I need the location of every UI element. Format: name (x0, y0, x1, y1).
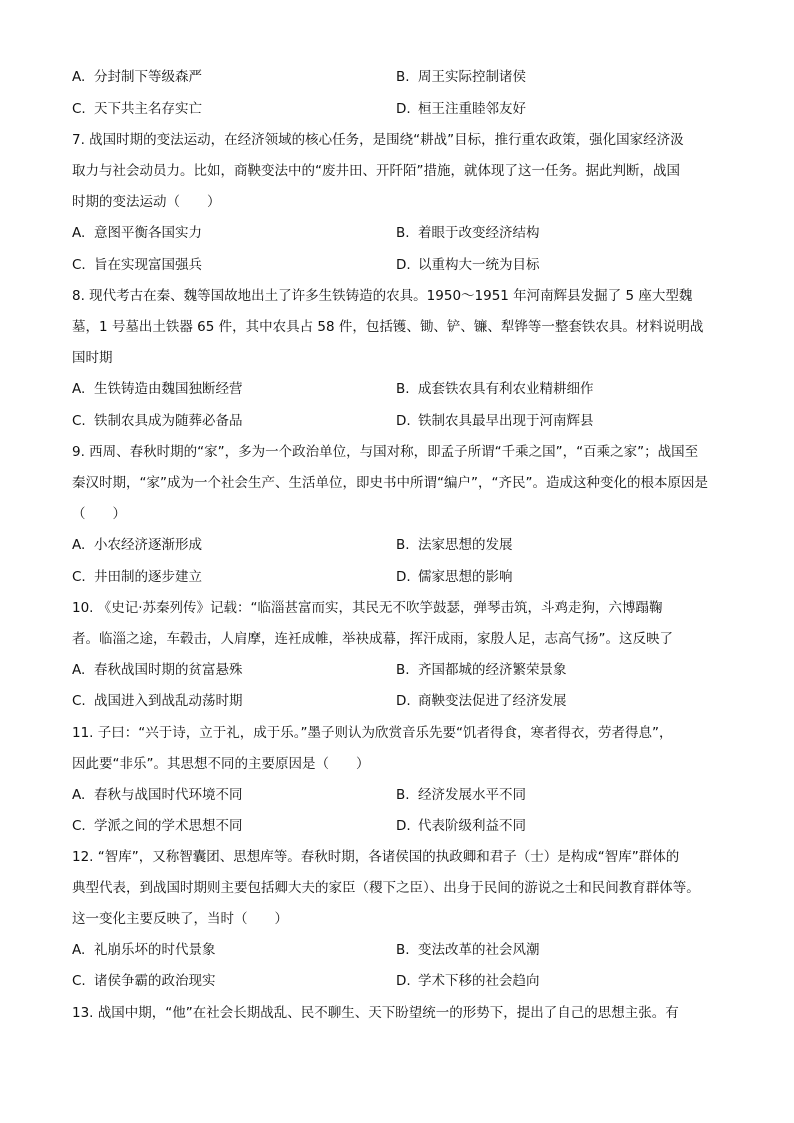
option-a[interactable]: A. 分封制下等级森严 (72, 69, 202, 85)
option-row (72, 412, 722, 430)
question-7-stem-line-3: 时期的变法运动（ ） (72, 194, 221, 210)
question-9-stem-line-2: 秦汉时期，“家”成为一个社会生产、生活单位，即史书中所谓“编户”，“齐民”。造成这种变化的根本原因是 (72, 475, 708, 491)
option-d[interactable]: D. 商鞅变法促进了经济发展 (396, 693, 567, 709)
option-b[interactable]: B. 成套铁农具有利农业精耕细作 (396, 381, 594, 397)
option-c[interactable]: C. 战国进入到战乱动荡时期 (72, 693, 243, 709)
question-8-stem-line-1: 8. 现代考古在秦、魏等国故地出土了许多生铁铸造的农具。1950～1951 年河南辉县发掘了 5 座大型魏 (72, 288, 693, 304)
option-row (72, 661, 722, 679)
option-row (72, 568, 722, 586)
question-8-stem-line-2: 墓，1 号墓出土铁器 65 件，其中农具占 58 件，包括镬、锄、铲、镰、犁铧等一整套铁农具。材料说明战 (72, 319, 704, 335)
option-d[interactable]: D. 桓王注重睦邻友好 (396, 101, 526, 117)
option-d[interactable]: D. 学术下移的社会趋向 (396, 973, 540, 989)
option-a[interactable]: A. 小农经济逐渐形成 (72, 537, 202, 553)
option-c[interactable]: C. 井田制的逐步建立 (72, 569, 202, 585)
option-row (72, 692, 722, 710)
option-b[interactable]: B. 变法改革的社会风潮 (396, 942, 540, 958)
option-c[interactable]: C. 天下共主名存实亡 (72, 101, 202, 117)
question-12-stem-line-2: 典型代表，到战国时期则主要包括卿大夫的家臣（稷下之臣）、出身于民间的游说之士和民间教育群体等。 (72, 880, 700, 896)
option-d[interactable]: D. 铁制农具最早出现于河南辉县 (396, 413, 594, 429)
option-c[interactable]: C. 铁制农具成为随葬必备品 (72, 413, 243, 429)
question-11-stem-line-2: 因此要“非乐”。其思想不同的主要原因是（ ） (72, 756, 370, 772)
option-row (72, 256, 722, 274)
option-b[interactable]: B. 经济发展水平不同 (396, 787, 526, 803)
option-b[interactable]: B. 周王实际控制诸侯 (396, 69, 526, 85)
question-7-stem-line-2: 取力与社会动员力。比如，商鞅变法中的“废井田、开阡陌”措施，就体现了这一任务。据此判断，战国 (72, 163, 680, 179)
question-9-stem-line-3: （ ） (72, 506, 126, 522)
option-a[interactable]: A. 春秋与战国时代环境不同 (72, 787, 243, 803)
option-c[interactable]: C. 旨在实现富国强兵 (72, 257, 202, 273)
option-row (72, 941, 722, 959)
question-10-stem-line-1: 10. 《史记·苏秦列传》记载：“临淄甚富而实，其民无不吹竽鼓瑟，弹琴击筑，斗鸡走狗，六博蹋鞠 (72, 600, 663, 616)
option-row (72, 68, 722, 86)
option-a[interactable]: A. 生铁铸造由魏国独断经营 (72, 381, 243, 397)
option-d[interactable]: D. 以重构大一统为目标 (396, 257, 540, 273)
option-row (72, 100, 722, 118)
question-12-stem-line-3: 这一变化主要反映了，当时（ ） (72, 911, 288, 927)
option-row (72, 380, 722, 398)
question-12-stem-line-1: 12. “智库”，又称智囊团、思想库等。春秋时期，各诸侯国的执政卿和君子（士）是构成“智库”群体的 (72, 849, 680, 865)
option-b[interactable]: B. 着眼于改变经济结构 (396, 225, 540, 241)
option-d[interactable]: D. 儒家思想的影响 (396, 569, 513, 585)
question-11-stem-line-1: 11. 子曰：“兴于诗，立于礼，成于乐。”墨子则认为欣赏音乐先要“饥者得食，寒者得衣，劳者得息”， (72, 725, 673, 741)
option-a[interactable]: A. 礼崩乐坏的时代景象 (72, 942, 216, 958)
option-b[interactable]: B. 齐国都城的经济繁荣景象 (396, 662, 567, 678)
option-row (72, 972, 722, 990)
question-13-stem-line-1: 13. 战国中期，“他”在社会长期战乱、民不聊生、天下盼望统一的形势下，提出了自己的思想主张。有 (72, 1005, 679, 1021)
option-a[interactable]: A. 春秋战国时期的贫富悬殊 (72, 662, 243, 678)
option-row (72, 817, 722, 835)
option-d[interactable]: D. 代表阶级利益不同 (396, 818, 526, 834)
option-a[interactable]: A. 意图平衡各国实力 (72, 225, 202, 241)
question-9-stem-line-1: 9. 西周、春秋时期的“家”，多为一个政治单位，与国对称，即孟子所谓“千乘之国”，“百乘之家”；战国至 (72, 444, 699, 460)
option-c[interactable]: C. 学派之间的学术思想不同 (72, 818, 243, 834)
option-c[interactable]: C. 诸侯争霸的政治现实 (72, 973, 216, 989)
question-10-stem-line-2: 者。临淄之途，车毂击，人肩摩，连衽成帷，举袂成幕，挥汗成雨，家殷人足，志高气扬”。这反映了 (72, 631, 673, 647)
option-row (72, 536, 722, 554)
question-7-stem-line-1: 7. 战国时期的变法运动，在经济领域的核心任务，是围绕“耕战”目标，推行重农政策，强化国家经济汲 (72, 132, 684, 148)
option-row (72, 224, 722, 242)
option-b[interactable]: B. 法家思想的发展 (396, 537, 513, 553)
question-8-stem-line-3: 国时期 (72, 350, 113, 366)
option-row (72, 786, 722, 804)
